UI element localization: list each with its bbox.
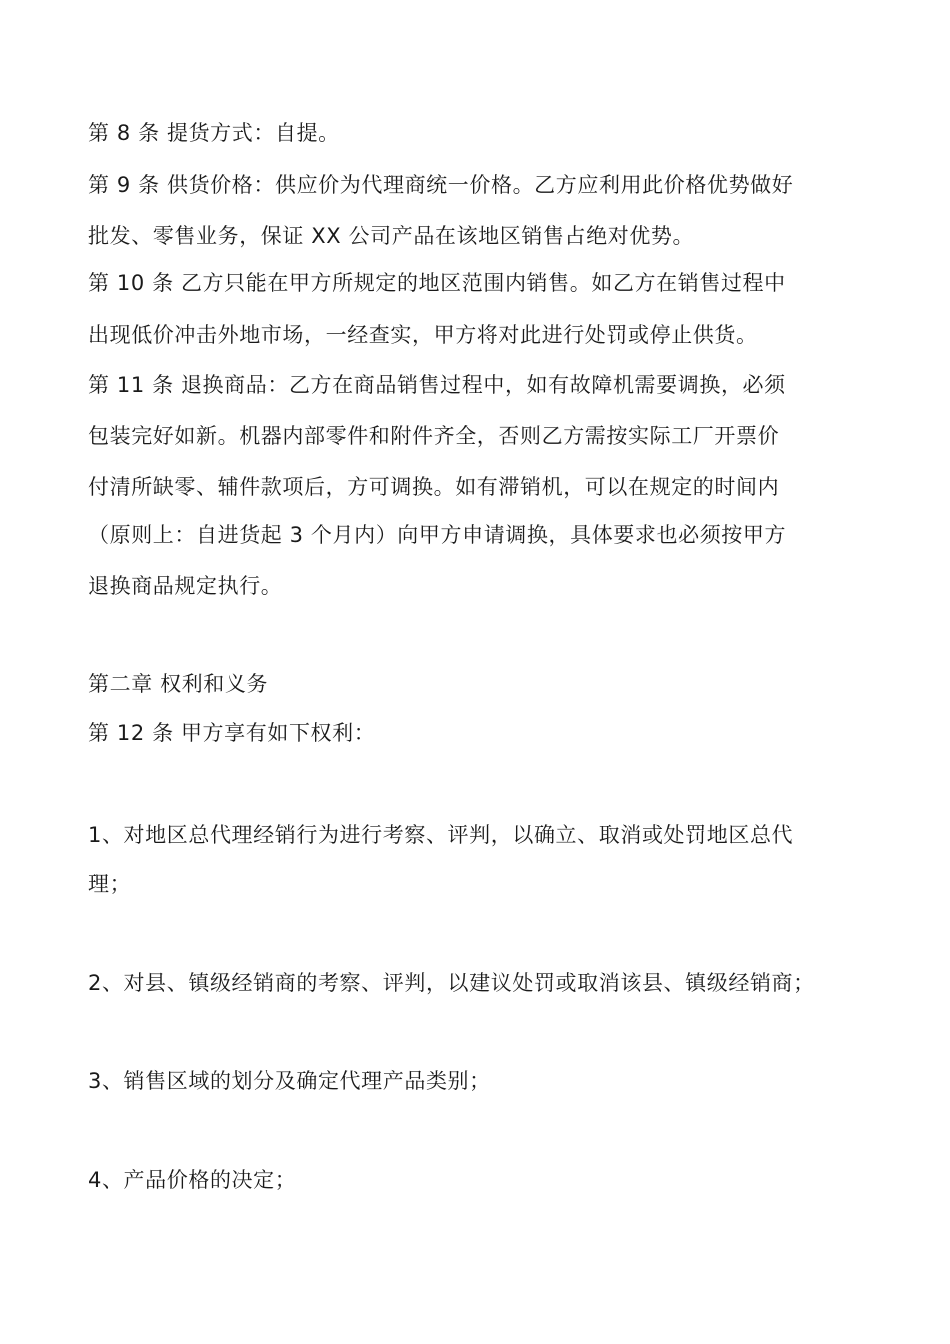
article-9-line-1: 第 9 条 供货价格：供应价为代理商统一价格。乙方应利用此价格优势做好 bbox=[88, 173, 794, 197]
article-11-line-4: （原则上：自进货起 3 个月内）向甲方申请调换，具体要求也必须按甲方 bbox=[88, 523, 787, 547]
article-10-line-1: 第 10 条 乙方只能在甲方所规定的地区范围内销售。如乙方在销售过程中 bbox=[88, 271, 786, 295]
article-10-line-2: 出现低价冲击外地市场，一经查实，甲方将对此进行处罚或停止供货。 bbox=[88, 323, 758, 347]
right-item-1-line-2: 理； bbox=[88, 872, 132, 896]
article-8-line: 第 8 条 提货方式：自提。 bbox=[88, 121, 340, 145]
right-item-1-line-1: 1、对地区总代理经销行为进行考察、评判，以确立、取消或处罚地区总代 bbox=[88, 823, 794, 847]
article-11-line-1: 第 11 条 退换商品：乙方在商品销售过程中，如有故障机需要调换，必须 bbox=[88, 373, 786, 397]
article-11-line-5: 退换商品规定执行。 bbox=[88, 574, 283, 598]
right-item-2-line: 2、对县、镇级经销商的考察、评判，以建议处罚或取消该县、镇级经销商； bbox=[88, 971, 815, 995]
article-11-line-3: 付清所缺零、辅件款项后，方可调换。如有滞销机，可以在规定的时间内 bbox=[88, 475, 780, 499]
chapter-2-heading: 第二章 权利和义务 bbox=[88, 672, 269, 696]
article-11-line-2: 包装完好如新。机器内部零件和附件齐全，否则乙方需按实际工厂开票价 bbox=[88, 424, 780, 448]
right-item-3-line: 3、销售区域的划分及确定代理产品类别； bbox=[88, 1069, 491, 1093]
article-12-line: 第 12 条 甲方享有如下权利： bbox=[88, 721, 376, 745]
article-9-line-2: 批发、零售业务，保证 XX 公司产品在该地区销售占绝对优势。 bbox=[88, 224, 695, 248]
right-item-4-line: 4、产品价格的决定； bbox=[88, 1168, 297, 1192]
